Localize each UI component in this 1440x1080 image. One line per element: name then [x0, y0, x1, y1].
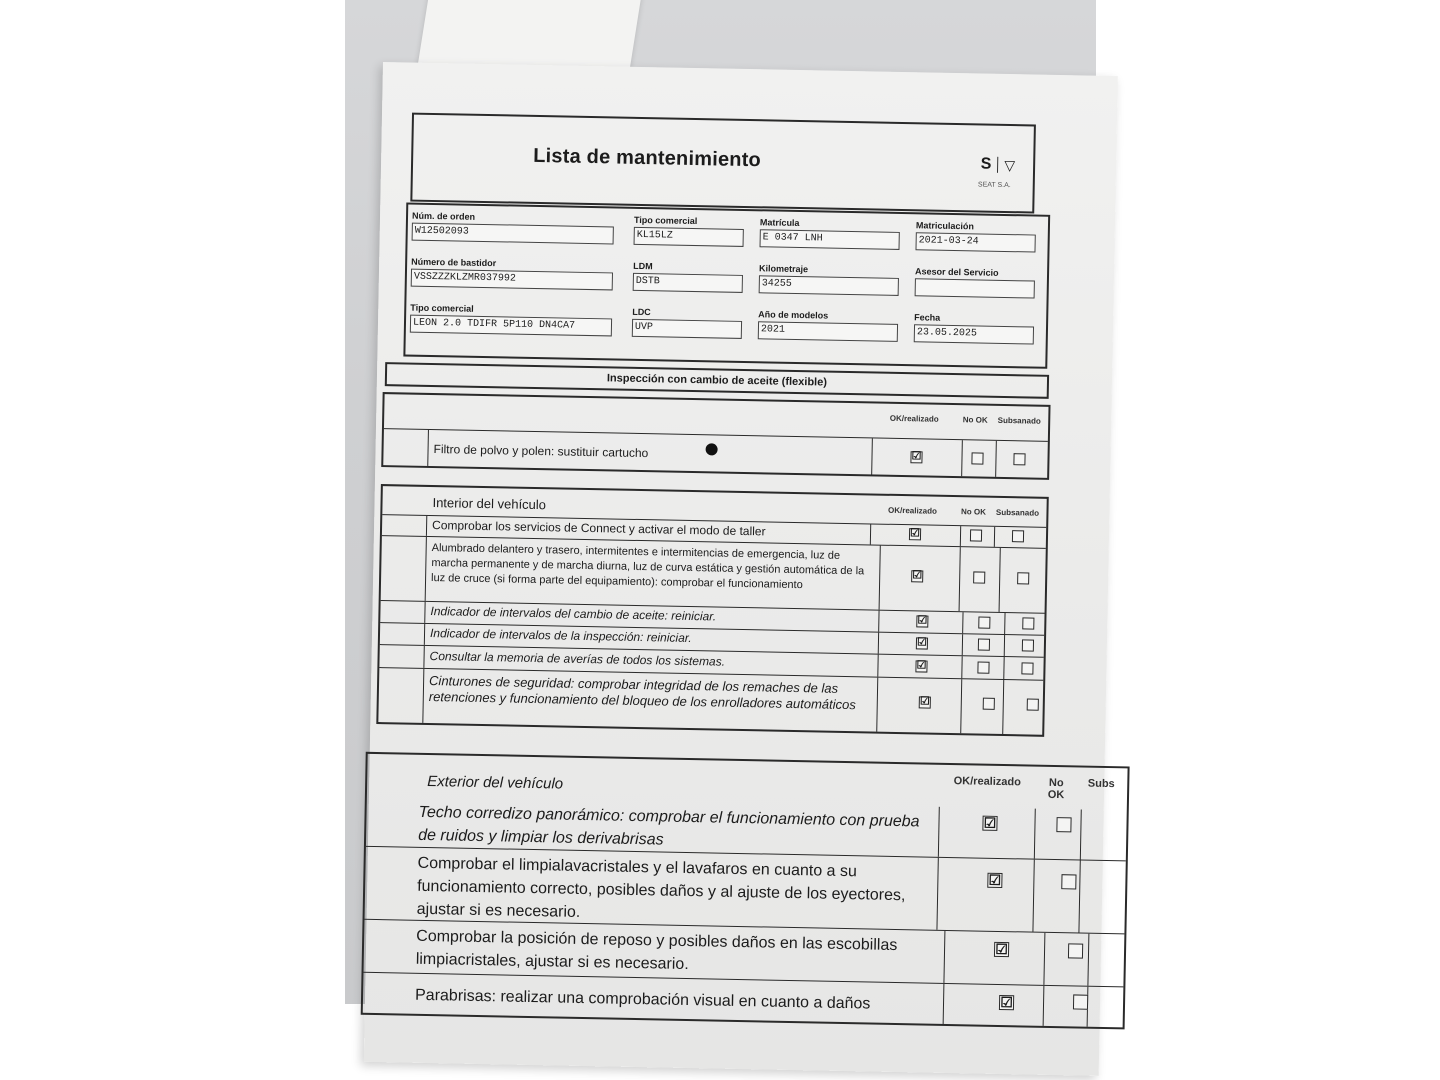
field-commercial-type-code: Tipo comercial KL15LZ	[634, 215, 745, 247]
table-row: Parabrisas: realizar una comprobación visual en cuanto a daños ☑	[363, 973, 1124, 1028]
interior-title: Interior del vehículo	[432, 495, 547, 513]
checkbox-not-ok[interactable]	[1073, 994, 1088, 1009]
checkbox-not-ok[interactable]	[1061, 874, 1076, 889]
interior-table	[376, 484, 1048, 737]
checkbox-not-ok[interactable]	[977, 662, 989, 674]
inspection-title: Inspección con cambio de aceite (flexible)	[385, 362, 1049, 399]
col-subsanado: Subsanado	[997, 415, 1041, 426]
table-row: Cinturones de seguridad: comprobar integridad de los remaches de las retenciones y funcionamiento del bloqueo de los enrolladores automáticos ☑	[378, 668, 1043, 735]
exterior-header: Exterior del vehículo OK/realizado No OK Subs	[427, 772, 1115, 802]
checkbox-ok[interactable]: ☑	[988, 871, 1002, 889]
col-ok: OK/realizado	[889, 413, 939, 424]
field-model-year: Año de modelos 2021	[758, 309, 899, 342]
checkbox-ok[interactable]: ☑	[911, 450, 922, 463]
checkbox-ok[interactable]: ☑	[983, 814, 997, 831]
interior-header: Interior del vehículo OK/realizado No OK Subsanado	[382, 486, 1046, 528]
header-box	[410, 113, 1036, 214]
field-plate: Matrícula E 0347 LNH	[760, 217, 901, 250]
row-text: Filtro de polvo y polen: sustituir cartucho	[433, 442, 649, 461]
seat-logo-icon: S	[980, 155, 992, 173]
field-ldc: LDC UVP	[632, 307, 743, 339]
checkbox-ok[interactable]: ☑	[916, 636, 928, 649]
table-row: Comprobar los servicios de Connect y activar el modo de taller ☑	[382, 515, 1046, 549]
checkbox-ok[interactable]: ☑	[919, 695, 930, 708]
table-row: Alumbrado delantero y trasero, intermitentes e intermitencias de emergencia, luz de marcha permanente y de marcha diurna, luz de curva estática y gestión automática de la luz de cruce (si forma parte del equipamiento): comprobar el funcionamiento ☑	[381, 536, 1046, 614]
checkbox-not-ok[interactable]	[978, 639, 990, 651]
checkbox-fixed[interactable]	[1022, 617, 1034, 629]
cupra-logo-icon: ▽	[1004, 156, 1016, 173]
field-date: Fecha 23.05.2025	[914, 312, 1035, 344]
checkbox-ok[interactable]: ☑	[909, 527, 921, 540]
field-registration-date: Matriculación 2021-03-24	[915, 220, 1036, 252]
brand-logo	[981, 155, 1016, 174]
field-commercial-type: Tipo comercial LEON 2.0 TDIFR 5P110 DN4CA7	[410, 303, 613, 337]
checkbox-ok[interactable]: ☑	[917, 614, 928, 627]
document-photo	[345, 0, 1115, 1013]
checkbox-fixed[interactable]	[1013, 453, 1025, 465]
page-title: Lista de mantenimiento	[533, 144, 762, 172]
checkbox-fixed[interactable]	[1012, 530, 1024, 542]
table-row: Consultar la memoria de averías de todos los sistemas. ☑	[379, 645, 1043, 681]
field-service-advisor: Asesor del Servicio	[915, 266, 1036, 298]
inspection-table	[381, 392, 1050, 480]
checkbox-not-ok[interactable]	[983, 698, 995, 710]
checkbox-fixed[interactable]	[1017, 572, 1029, 584]
checkbox-ok[interactable]: ☑	[995, 940, 1009, 958]
checkbox-not-ok[interactable]	[973, 571, 985, 583]
field-mileage: Kilometraje 34255	[759, 263, 900, 296]
field-vin: Número de bastidor VSSZZZKLZMR037992	[411, 257, 614, 291]
checkbox-ok[interactable]: ☑	[1000, 994, 1014, 1011]
exterior-title: Exterior del vehículo	[427, 772, 564, 793]
table-row: Techo corredizo panorámico: comprobar el funcionamiento con prueba de ruidos y limpiar los derivabrisas ☑	[366, 796, 1127, 862]
checkbox-not-ok[interactable]	[1068, 943, 1083, 958]
field-ldm: LDM DSTB	[633, 261, 744, 293]
checkbox-not-ok[interactable]	[971, 452, 983, 464]
checkbox-ok[interactable]: ☑	[912, 569, 923, 582]
table-row: Indicador de intervalos de la inspección: reiniciar. ☑	[380, 623, 1044, 658]
table-row: Indicador de intervalos del cambio de aceite: reiniciar. ☑	[380, 601, 1044, 636]
exterior-table	[361, 752, 1130, 1030]
vehicle-info-grid	[403, 202, 1050, 368]
checkbox-fixed[interactable]	[1022, 639, 1034, 651]
col-nok: No OK	[962, 415, 988, 425]
table-row: Comprobar el limpialavacristales y el lavafaros en cuanto a su funcionamiento correcto, posibles daños y al ajuste de los eyectores, ajustar si es necesario. ☑	[365, 847, 1126, 935]
checkbox-not-ok[interactable]	[978, 617, 990, 629]
checkbox-fixed[interactable]	[1021, 662, 1033, 674]
table-row: Comprobar la posición de reposo y posibles daños en las escobillas limpiacristales, ajustar si es necesario. ☑	[364, 920, 1125, 988]
maintenance-sheet	[364, 62, 1118, 1076]
field-order-number: Núm. de orden W12502093	[412, 211, 615, 245]
checkbox-not-ok[interactable]	[970, 529, 982, 541]
checkbox-not-ok[interactable]	[1056, 817, 1071, 832]
checkbox-ok[interactable]: ☑	[916, 659, 927, 672]
checkbox-fixed[interactable]	[1027, 698, 1039, 710]
brand-caption: SEAT S.A.	[977, 181, 1011, 190]
